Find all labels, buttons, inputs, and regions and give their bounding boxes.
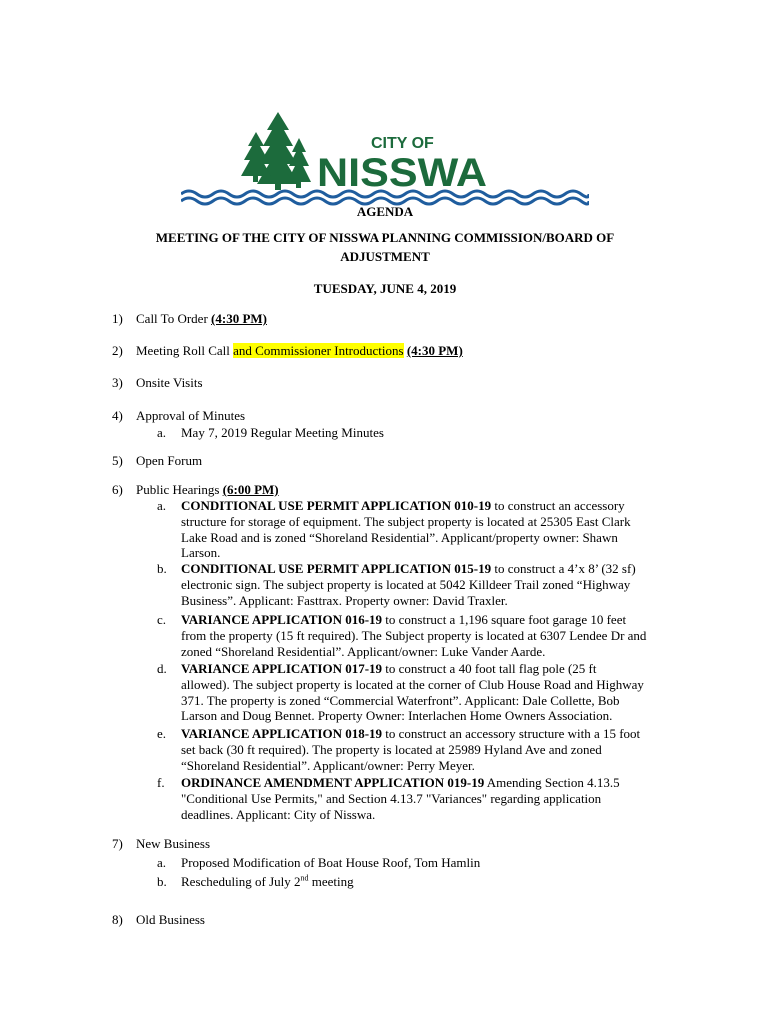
item-text: Call To Order	[136, 311, 212, 326]
item-time: (6:00 PM)	[222, 482, 279, 497]
item-number: 6)	[112, 482, 123, 497]
subitem-text: meeting	[308, 874, 354, 889]
hearing-line: structure for storage of equipment. The subject property is located at 25305 East Clark	[181, 513, 631, 529]
agenda-item-8	[112, 912, 682, 928]
hearing-title: VARIANCE APPLICATION 016-19	[181, 612, 383, 627]
hearing-item	[157, 661, 677, 724]
item-text: Public Hearings	[136, 482, 223, 497]
hearing-line: electronic sign. The subject property is located at 5042 Killdeer Trail zoned “Highway	[181, 576, 631, 592]
agenda-item-5	[112, 453, 682, 469]
item-number: 2)	[112, 343, 123, 358]
agenda-item-3	[112, 375, 682, 391]
item-text: Open Forum	[136, 453, 203, 468]
hearing-line: to construct an accessory structure with a 15 foot	[382, 726, 641, 741]
hearing-letter: b.	[157, 561, 167, 576]
hearing-letter: a.	[157, 498, 167, 513]
meeting-title-line1: MEETING OF THE CITY OF NISSWA PLANNING COMMISSION/BOARD OF	[155, 230, 615, 245]
hearing-title: VARIANCE APPLICATION 018-19	[181, 726, 383, 741]
hearing-line: Larson and Doug Bennet. Property Owner: Interlachen Home Owners Association.	[181, 708, 613, 724]
hearing-line: to construct a 1,196 square foot garage 10 feet	[382, 612, 627, 627]
item-text: Meeting Roll Call	[136, 343, 234, 358]
hearing-letter: c.	[157, 612, 167, 627]
item-highlight: and Commissioner Introductions	[233, 343, 404, 358]
item-time: (4:30 PM)	[211, 311, 267, 326]
city-logo	[181, 108, 589, 206]
hearing-line: to construct a 4’x 8’ (32 sf)	[491, 561, 636, 576]
hearing-line: to construct a 40 foot tall flag pole (25 ft	[382, 661, 597, 676]
logo-line1: CITY OF	[371, 135, 434, 152]
hearing-item	[157, 726, 677, 773]
hearing-line: set back (30 ft required). The property is located at 25989 Hyland Ave and zoned	[181, 741, 602, 757]
subitem-superscript: nd	[300, 873, 309, 883]
item-time: (4:30 PM)	[406, 343, 463, 358]
agenda-item-1	[112, 311, 682, 327]
subitem-letter: a.	[157, 855, 167, 870]
hearing-line: “Shoreland Residential”. Applicant/owner: Perry Meyer.	[181, 757, 475, 773]
agenda-subitem	[157, 874, 677, 890]
subitem-text: May 7, 2019 Regular Meeting Minutes	[181, 425, 384, 440]
logo-line2: NISSWA	[317, 151, 487, 195]
item-text: Approval of Minutes	[136, 408, 246, 423]
hearing-line: deadlines. Applicant: City of Nisswa.	[181, 806, 376, 822]
agenda-subitem	[157, 425, 677, 441]
subitem-letter: b.	[157, 874, 167, 889]
item-text: Onsite Visits	[136, 375, 203, 390]
hearing-line: "Conditional Use Permits," and Section 4.13.7 "Variances" regarding application	[181, 790, 602, 806]
hearing-line: from the property (15 ft required). The Subject property is located at 6307 Lendee Dr and	[181, 627, 647, 643]
item-text: New Business	[136, 836, 211, 851]
hearing-line: zoned “Shoreland Residential”. Applicant/owner: Luke Vander Aarde.	[181, 643, 546, 659]
hearing-letter: d.	[157, 661, 167, 676]
item-number: 3)	[112, 375, 123, 390]
meeting-date: TUESDAY, JUNE 4, 2019	[313, 281, 457, 296]
hearing-item	[157, 498, 677, 561]
subitem-text: Proposed Modification of Boat House Roof, Tom Hamlin	[181, 855, 481, 870]
agenda-heading: AGENDA	[356, 204, 414, 219]
agenda-item-2	[112, 343, 682, 359]
hearing-item	[157, 561, 677, 608]
agenda-subitem	[157, 855, 677, 871]
item-number: 4)	[112, 408, 123, 423]
hearing-item	[157, 612, 677, 659]
item-number: 1)	[112, 311, 123, 326]
subitem-text: Rescheduling of July 2	[181, 874, 301, 889]
hearing-line: Larson.	[181, 545, 221, 561]
hearing-line: to construct an accessory	[491, 498, 625, 513]
item-number: 7)	[112, 836, 123, 851]
hearing-title: ORDINANCE AMENDMENT APPLICATION 019-19	[181, 775, 485, 790]
hearing-line: allowed). The subject property is located at the corner of Club House Road and Highway	[181, 676, 644, 692]
agenda-item-6	[112, 482, 682, 498]
hearing-item	[157, 775, 677, 822]
hearing-line: Lake Road and is zoned “Shoreland Residential”. Applicant/property owner: Shawn	[181, 529, 618, 545]
hearing-title: CONDITIONAL USE PERMIT APPLICATION 015-19	[181, 561, 492, 576]
meeting-title-line2: ADJUSTMENT	[340, 249, 430, 264]
agenda-item-4	[112, 408, 682, 424]
hearing-letter: f.	[157, 775, 165, 790]
hearing-line: 371. The property is zoned “Commercial Waterfront”. Applicant: Dale Collette, Bob	[181, 692, 620, 708]
pine-trees-icon	[241, 112, 311, 190]
hearing-line: Business”. Applicant: Fasttrax. Property owner: David Traxler.	[181, 592, 508, 608]
hearing-line: Amending Section 4.13.5	[484, 775, 620, 790]
hearing-title: VARIANCE APPLICATION 017-19	[181, 661, 383, 676]
hearing-title: CONDITIONAL USE PERMIT APPLICATION 010-19	[181, 498, 492, 513]
item-number: 8)	[112, 912, 123, 927]
subitem-letter: a.	[157, 425, 167, 440]
item-number: 5)	[112, 453, 123, 468]
hearing-letter: e.	[157, 726, 167, 741]
agenda-item-7	[112, 836, 682, 852]
item-text: Old Business	[136, 912, 205, 927]
